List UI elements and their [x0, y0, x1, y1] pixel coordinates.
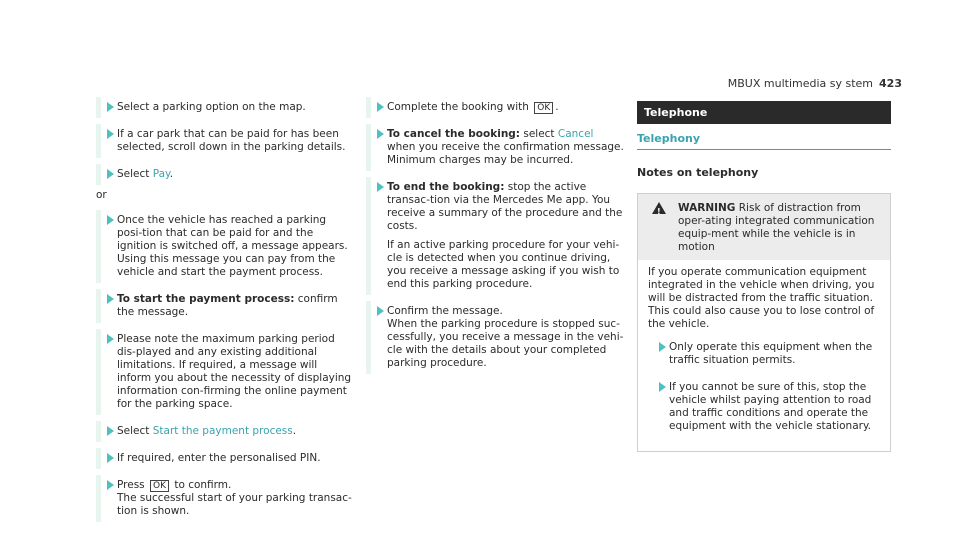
manual-title: MBUX multimedia sy stem: [727, 77, 874, 90]
step-text: To start the payment process: confirm the message.: [117, 293, 338, 318]
step-item: [648, 377, 880, 437]
step-text: To cancel the booking: select Cancel when you receive the confirmation message. Minimum charges may be incurred.: [387, 128, 624, 166]
step-item: [96, 124, 354, 158]
warning-body: [638, 260, 890, 451]
step-item: [366, 177, 624, 295]
warning-triangle-icon: !: [652, 202, 666, 214]
step-text: To end the booking: stop the active transac-tion via the Mercedes Me app. You receive a summary of the procedure and the costs.: [387, 181, 623, 232]
ok-key-icon: OK: [150, 480, 169, 492]
step-arrow-icon: [107, 102, 114, 112]
step-text: Press OK to confirm.: [117, 479, 232, 491]
cancel-option-link: Cancel: [557, 128, 594, 140]
step-arrow-icon: [659, 342, 666, 352]
step-item: [96, 329, 354, 415]
step-item: [96, 448, 354, 469]
step-arrow-icon: [107, 426, 114, 436]
step-arrow-icon: [377, 102, 384, 112]
step-arrow-icon: [107, 169, 114, 179]
step-item: [96, 289, 354, 323]
step-item: [96, 210, 354, 283]
step-item: [366, 97, 624, 118]
subsection-title: Telephony: [637, 124, 891, 150]
step-arrow-icon: [107, 294, 114, 304]
step-text: Confirm the message.: [387, 305, 503, 317]
start-payment-link: Start the payment process: [152, 425, 293, 437]
pay-option-link: Pay: [152, 168, 170, 180]
step-text: The successful start of your parking transac-tion is shown.: [117, 492, 352, 517]
step-text: Select Start the payment process.: [117, 425, 297, 437]
column-1: [96, 97, 354, 528]
step-item: [366, 124, 624, 171]
step-item: [96, 97, 354, 118]
step-item: [96, 475, 354, 522]
step-arrow-icon: [377, 182, 384, 192]
step-text: Select a parking option on the map.: [117, 101, 306, 113]
step-text: Complete the booking with OK .: [387, 101, 559, 113]
step-text: Only operate this equipment when the traffic situation permits.: [669, 341, 873, 366]
step-text: Once the vehicle has reached a parking posi-tion that can be paid for and the ignition is switched off, a message appears.: [117, 214, 348, 252]
step-arrow-icon: [107, 334, 114, 344]
warning-body-text: If you operate communication equipment integrated in the vehicle when driving, you will be distracted from the traffic situation. This could also cause you to lose control of the vehicle.: [648, 266, 875, 330]
step-arrow-icon: [107, 215, 114, 225]
step-item: [366, 301, 624, 374]
page-header: [728, 77, 902, 90]
step-arrow-icon: [377, 129, 384, 139]
step-text: When the parking procedure is stopped suc-cessfully, you receive a message in the vehi-cle with the details about your completed parking procedure.: [387, 318, 624, 369]
step-arrow-icon: [377, 306, 384, 316]
step-arrow-icon: [659, 382, 666, 392]
step-item: [96, 164, 354, 185]
step-arrow-icon: [107, 453, 114, 463]
step-text: If a car park that can be paid for has been selected, scroll down in the parking details.: [117, 128, 346, 153]
column-2: [366, 97, 624, 380]
or-label: or: [96, 189, 107, 201]
step-text: If you cannot be sure of this, stop the vehicle whilst paying attention to road and traffic conditions and operate the equipment with the vehicle stationary.: [669, 381, 872, 432]
step-item: [96, 421, 354, 442]
section-title: Telephone: [637, 101, 891, 124]
warning-header: [638, 194, 890, 260]
step-text: Please note the maximum parking period dis-played and any existing additional limitations. If required, a message will inform you about the necessity of displaying information con-firming the online payment for the parking space.: [117, 333, 352, 410]
notes-heading: Notes on telephony: [637, 166, 759, 179]
step-text: If an active parking procedure for your vehi-cle is detected when you continue driving, you receive a message asking if you wish to end this parking procedure.: [387, 239, 620, 290]
step-arrow-icon: [107, 480, 114, 490]
ok-key-icon: OK: [534, 102, 553, 114]
step-text: Using this message you can pay from the vehicle and start the payment process.: [117, 253, 336, 278]
step-text: If required, enter the personalised PIN.: [117, 452, 321, 464]
warning-box: [637, 193, 891, 452]
step-text: Select Pay.: [117, 168, 174, 180]
warning-text: WARNING Risk of distraction from oper-ating integrated communication equip-ment while the vehicle is in motion: [678, 202, 875, 253]
page-number: 423: [879, 77, 902, 90]
column-3: [637, 97, 891, 452]
step-arrow-icon: [107, 129, 114, 139]
step-item: [648, 337, 880, 371]
